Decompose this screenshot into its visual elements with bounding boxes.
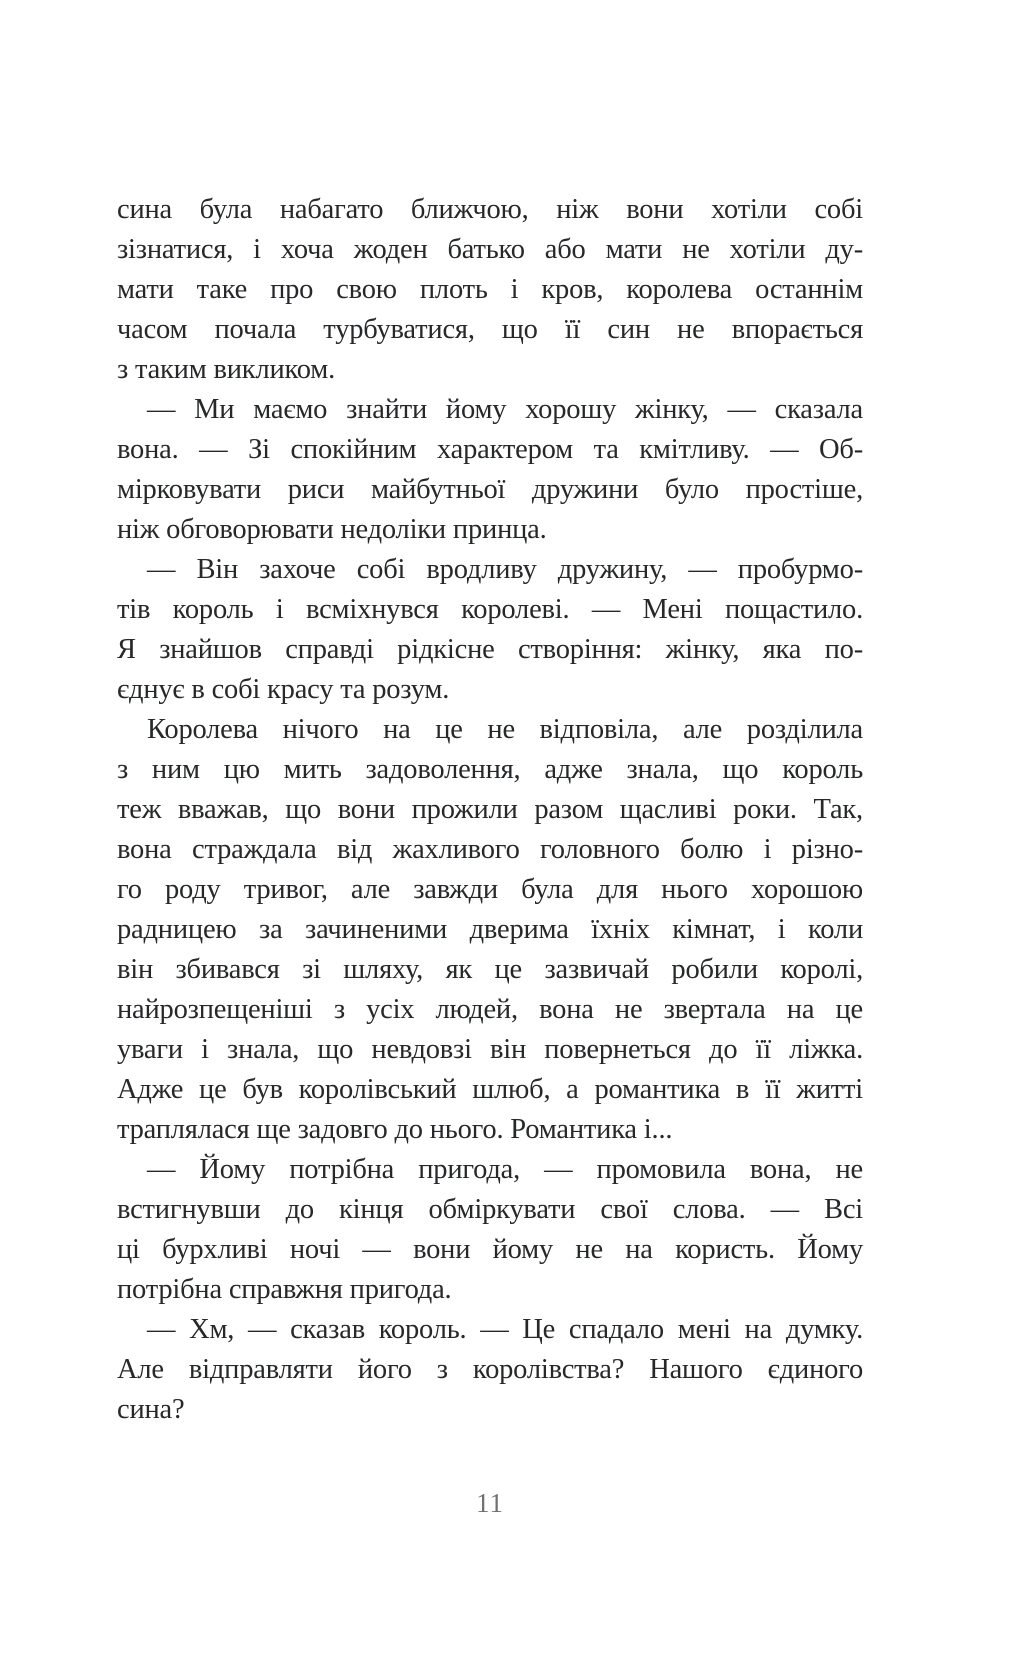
text-line: теж вважав, що вони прожили разом щасливі роки. Так,: [117, 794, 863, 825]
text-line: вона. — Зі спокійним характером та кмітливу. — Об-: [117, 434, 863, 465]
text-line: тів король і всміхнувся королеві. — Мені пощастило.: [117, 594, 863, 625]
text-line: найрозпещеніші з усіх людей, вона не звертала на це: [117, 994, 863, 1025]
text-line: ніж обговорювати недоліки принца.: [117, 514, 547, 545]
text-line: вона страждала від жахливого головного болю і різно-: [117, 834, 863, 865]
text-line: — Йому потрібна пригода, — промовила вона, не: [147, 1154, 863, 1185]
text-line: ці бурхливі ночі — вони йому не на користь. Йому: [117, 1234, 863, 1265]
text-line: — Ми маємо знайти йому хорошу жінку, — сказала: [147, 394, 863, 425]
text-line: потрібна справжня пригода.: [117, 1274, 452, 1305]
text-line: з ним цю мить задоволення, адже знала, що король: [117, 754, 863, 785]
page-text: [117, 190, 863, 1430]
text-line: — Він захоче собі вродливу дружину, — пробурмо-: [147, 554, 863, 585]
text-line: мати таке про свою плоть і кров, королева останнім: [117, 274, 863, 305]
text-line: радницею за зачиненими дверима їхніх кімнат, і коли: [117, 914, 863, 945]
text-line: Але відправляти його з королівства? Нашого єдиного: [117, 1354, 863, 1385]
text-line: мірковувати риси майбутньої дружини було простіше,: [117, 474, 863, 505]
text-line: єднує в собі красу та розум.: [117, 674, 450, 705]
text-line: траплялася ще задовго до нього. Романтика і...: [117, 1114, 673, 1145]
text-line: зізнатися, і хоча жоден батько або мати не хотіли ду-: [117, 234, 863, 265]
text-line: Адже це був королівський шлюб, а романтика в її житті: [117, 1074, 863, 1105]
text-line: він збивався зі шляху, як це зазвичай робили королі,: [117, 954, 863, 985]
text-line: сина?: [117, 1394, 185, 1425]
text-line: — Хм, — сказав король. — Це спадало мені на думку.: [147, 1314, 863, 1345]
text-line: з таким викликом.: [117, 354, 335, 385]
text-line: сина була набагато ближчою, ніж вони хотіли собі: [117, 194, 863, 225]
page-number: 11: [476, 1488, 504, 1518]
text-line: часом почала турбуватися, що її син не впорається: [117, 314, 863, 345]
text-line: Королева нічого на це не відповіла, але розділила: [147, 714, 863, 745]
text-line: Я знайшов справді рідкісне створіння: жінку, яка по-: [117, 634, 863, 665]
text-line: уваги і знала, що невдовзі він повернеться до її ліжка.: [117, 1034, 863, 1065]
text-line: го роду тривог, але завжди була для нього хорошою: [117, 874, 863, 905]
text-line: встигнувши до кінця обміркувати свої слова. — Всі: [117, 1194, 863, 1225]
